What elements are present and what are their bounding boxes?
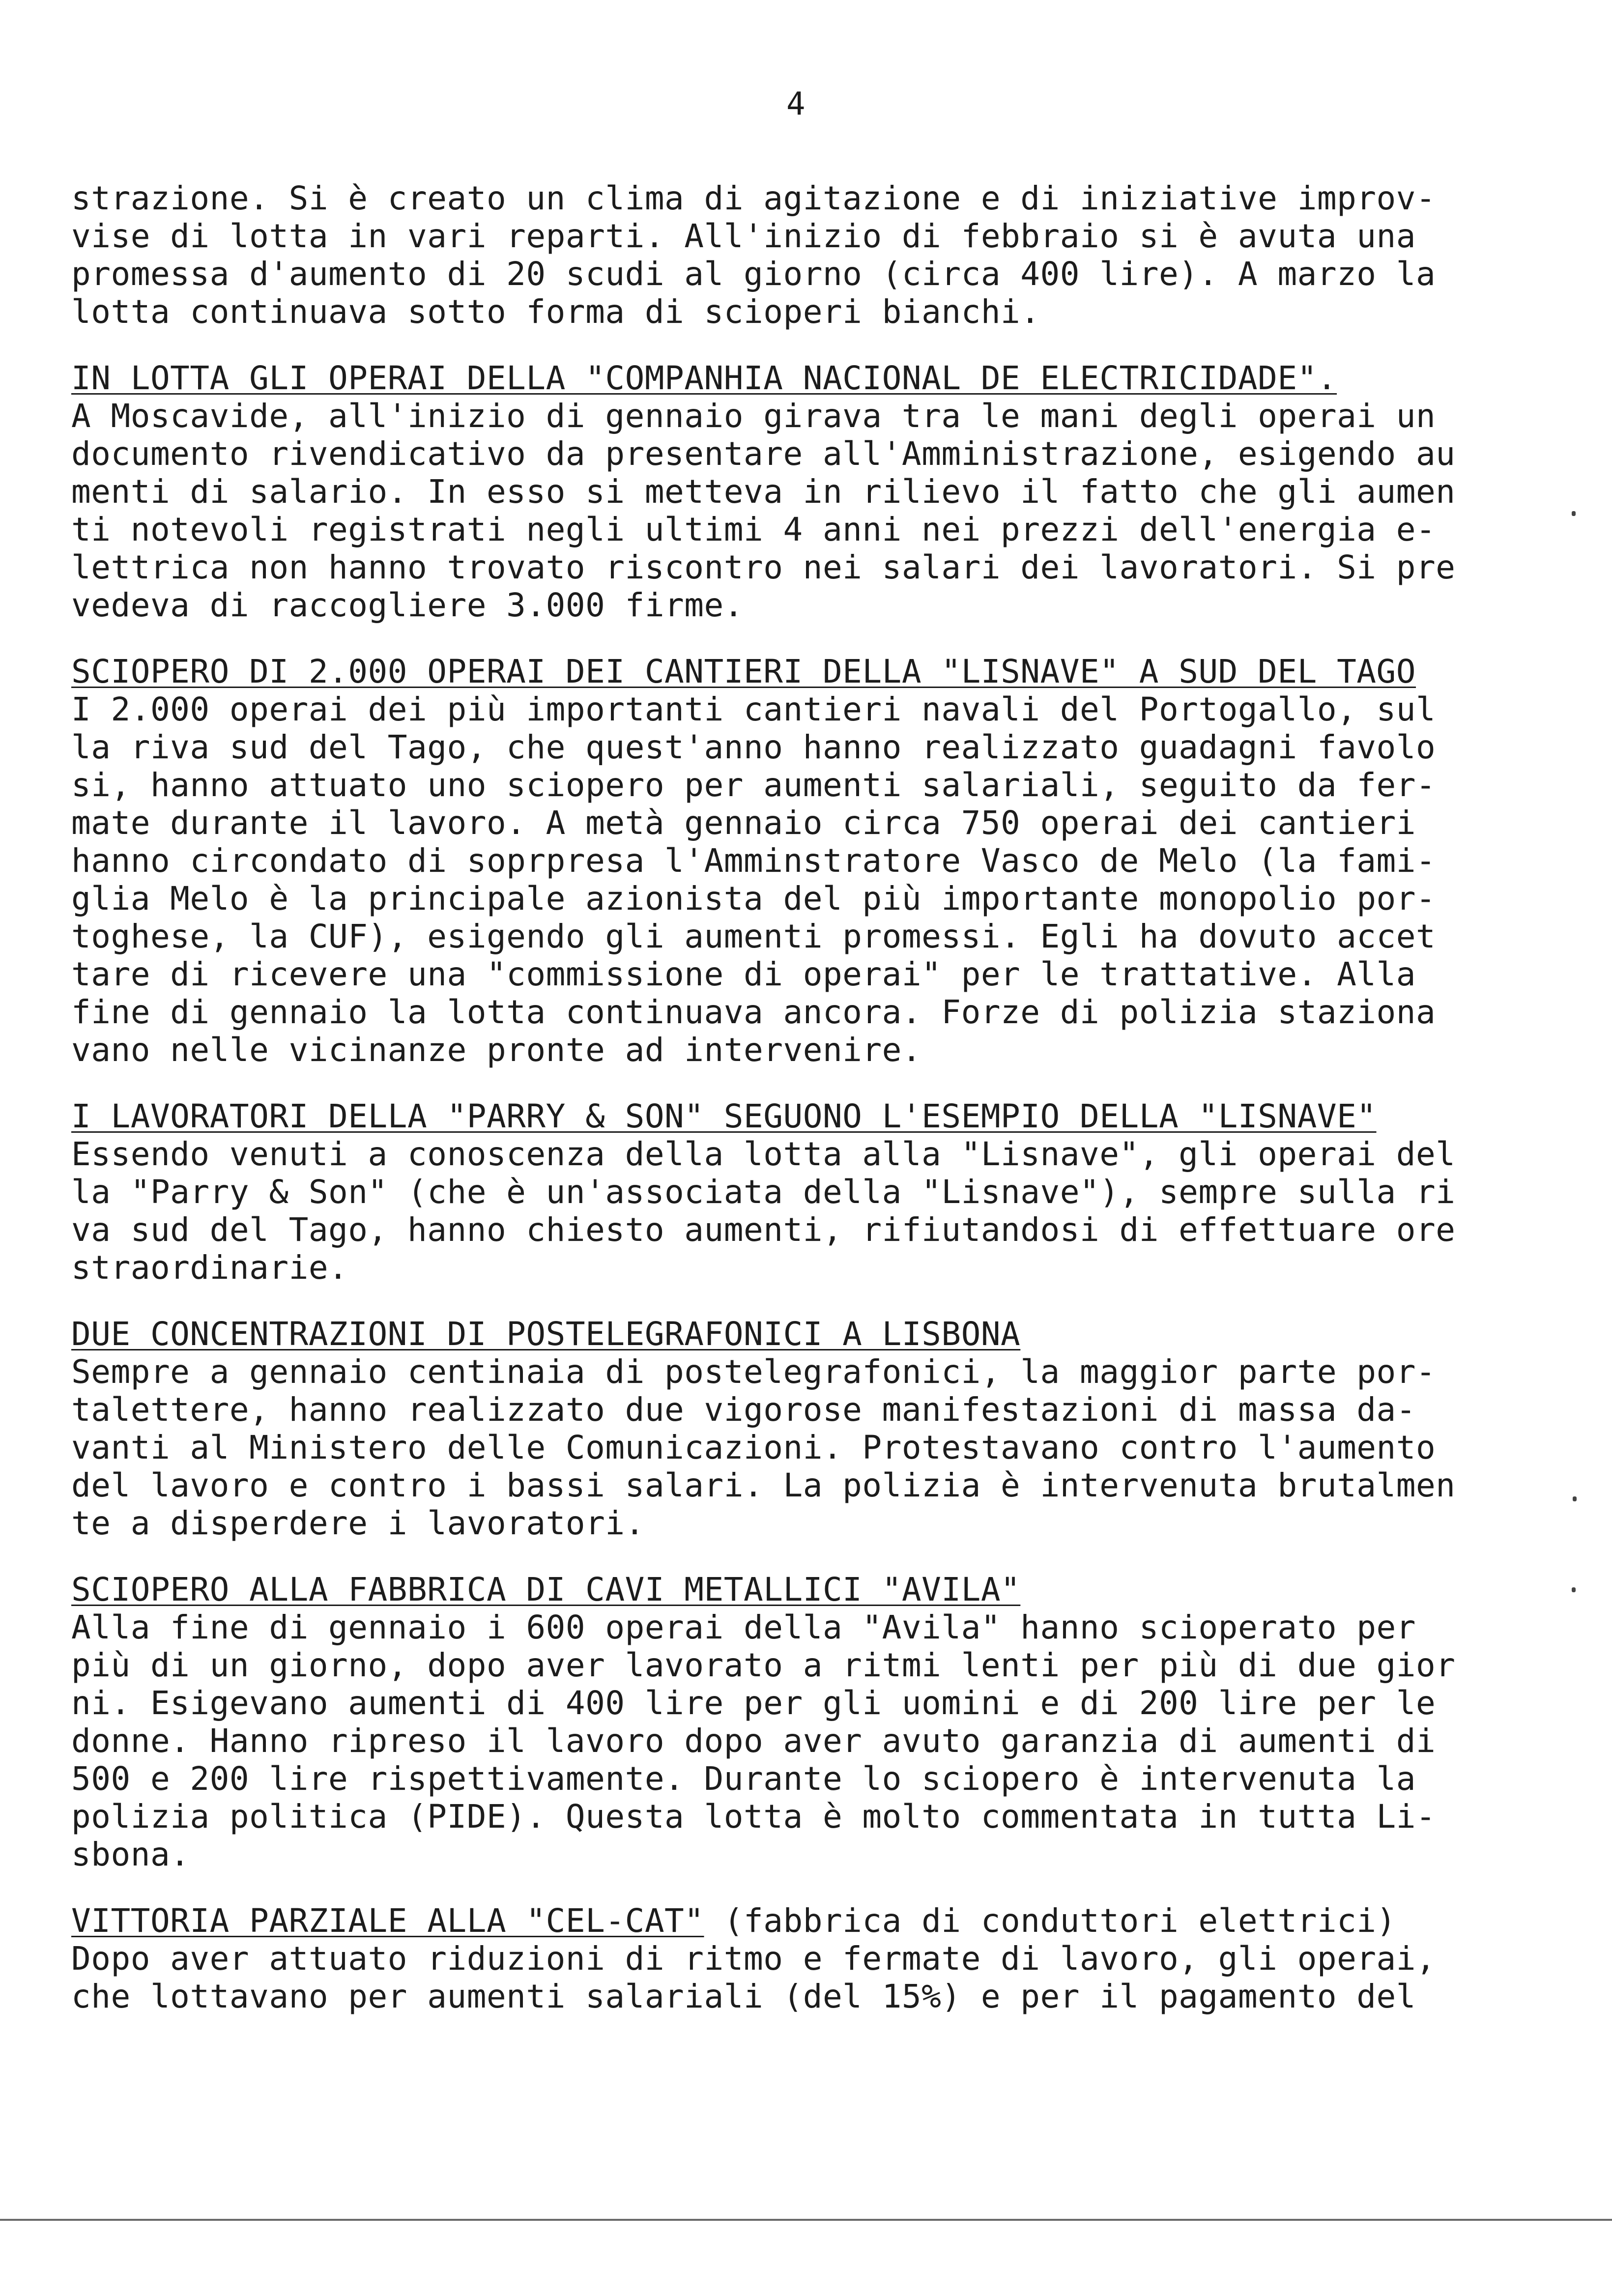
section-line: Dopo aver attuato riduzioni di ritmo e fermate di lavoro, gli operai, xyxy=(71,1940,1436,1978)
section-heading: IN LOTTA GLI OPERAI DELLA "COMPANHIA NACIONAL DE ELECTRICIDADE". xyxy=(71,359,1337,397)
section-heading-note: (fabbrica di conduttori elettrici) xyxy=(704,1902,1396,1940)
section-line: Sempre a gennaio centinaia di postelegrafonici, la maggior parte por- xyxy=(71,1353,1436,1391)
intro-paragraph xyxy=(71,179,1487,331)
section-line: ni. Esigevano aumenti di 400 lire per gli uomini e di 200 lire per le xyxy=(71,1684,1436,1722)
section-line: menti di salario. In esso si metteva in rilievo il fatto che gli aumen xyxy=(71,473,1456,511)
section-line: tare di ricevere una "commissione di operai" per le trattative. Alla xyxy=(71,955,1416,993)
section-line: mate durante il lavoro. A metà gennaio circa 750 operai dei cantieri xyxy=(71,804,1416,842)
section-line: si, hanno attuato uno sciopero per aumenti salariali, seguito da fer- xyxy=(71,766,1436,804)
section-line: più di un giorno, dopo aver lavorato a ritmi lenti per più di due gior xyxy=(71,1646,1456,1684)
section-line: glia Melo è la principale azionista del più importante monopolio por- xyxy=(71,880,1436,918)
section-line: donne. Hanno ripreso il lavoro dopo aver avuto garanzia di aumenti di xyxy=(71,1722,1436,1760)
section-line: toghese, la CUF), esigendo gli aumenti promessi. Egli ha dovuto accet xyxy=(71,918,1436,955)
document-body xyxy=(71,179,1487,2044)
section-cel-cat xyxy=(71,1902,1487,2015)
section-heading: SCIOPERO ALLA FABBRICA DI CAVI METALLICI "AVILA" xyxy=(71,1571,1021,1608)
intro-line: lotta continuava sotto forma di scioperi bianchi. xyxy=(71,293,1040,331)
section-line: che lottavano per aumenti salariali (del 15%) e per il pagamento del xyxy=(71,1978,1416,2015)
section-line: vano nelle vicinanze pronte ad intervenire. xyxy=(71,1031,922,1069)
section-line: vanti al Ministero delle Comunicazioni. Protestavano contro l'aumento xyxy=(71,1429,1436,1466)
section-heading: VITTORIA PARZIALE ALLA "CEL-CAT" xyxy=(71,1902,704,1940)
section-line: polizia politica (PIDE). Questa lotta è molto commentata in tutta Li- xyxy=(71,1798,1436,1836)
section-heading: SCIOPERO DI 2.000 OPERAI DEI CANTIERI DELLA "LISNAVE" A SUD DEL TAGO xyxy=(71,653,1416,690)
intro-line: vise di lotta in vari reparti. All'inizio di febbraio si è avuta una xyxy=(71,217,1416,255)
section-line: del lavoro e contro i bassi salari. La polizia è intervenuta brutalmen xyxy=(71,1466,1456,1504)
intro-line: strazione. Si è creato un clima di agitazione e di iniziative improv- xyxy=(71,179,1436,217)
section-heading-row xyxy=(71,1902,1487,1940)
section-heading: I LAVORATORI DELLA "PARRY & SON" SEGUONO L'ESEMPIO DELLA "LISNAVE" xyxy=(71,1097,1377,1135)
section-line: talettere, hanno realizzato due vigorose manifestazioni di massa da- xyxy=(71,1391,1416,1429)
section-line: la riva sud del Tago, che quest'anno hanno realizzato guadagni favolo xyxy=(71,728,1436,766)
section-postelegrafonici xyxy=(71,1315,1487,1542)
section-line: hanno circondato di soprpresa l'Amminstratore Vasco de Melo (la fami- xyxy=(71,842,1436,880)
section-line: Essendo venuti a conoscenza della lotta alla "Lisnave", gli operai del xyxy=(71,1135,1456,1173)
section-line: ti notevoli registrati negli ultimi 4 anni nei prezzi dell'energia e- xyxy=(71,511,1436,548)
section-line: 500 e 200 lire rispettivamente. Durante lo sciopero è intervenuta la xyxy=(71,1760,1416,1798)
section-line: vedeva di raccogliere 3.000 firme. xyxy=(71,586,744,624)
section-line: fine di gennaio la lotta continuava ancora. Forze di polizia staziona xyxy=(71,993,1436,1031)
section-line: la "Parry & Son" (che è un'associata della "Lisnave"), sempre sulla ri xyxy=(71,1173,1456,1211)
section-line: documento rivendicativo da presentare all'Amministrazione, esigendo au xyxy=(71,435,1456,473)
section-line: straordinarie. xyxy=(71,1249,348,1287)
section-line: Alla fine di gennaio i 600 operai della "Avila" hanno scioperato per xyxy=(71,1608,1416,1646)
intro-line: promessa d'aumento di 20 scudi al giorno (circa 400 lire). A marzo la xyxy=(71,255,1436,293)
page-bottom-rule xyxy=(0,2219,1612,2221)
section-line: sbona. xyxy=(71,1836,190,1873)
section-line: te a disperdere i lavoratori. xyxy=(71,1504,645,1542)
section-line: va sud del Tago, hanno chiesto aumenti, rifiutandosi di effettuare ore xyxy=(71,1211,1456,1249)
section-parry-son xyxy=(71,1097,1487,1287)
scan-speck xyxy=(1572,1587,1576,1592)
section-line: A Moscavide, all'inizio di gennaio girava tra le mani degli operai un xyxy=(71,397,1436,435)
section-line: I 2.000 operai dei più importanti cantieri navali del Portogallo, sul xyxy=(71,690,1436,728)
page-number: 4 xyxy=(786,86,806,122)
section-avila xyxy=(71,1571,1487,1873)
section-lisnave xyxy=(71,653,1487,1069)
scan-speck xyxy=(1573,1496,1577,1501)
section-heading: DUE CONCENTRAZIONI DI POSTELEGRAFONICI A LISBONA xyxy=(71,1315,1021,1353)
section-electricidade xyxy=(71,359,1487,624)
section-line: lettrica non hanno trovato riscontro nei salari dei lavoratori. Si pre xyxy=(71,548,1456,586)
scan-speck xyxy=(1572,511,1576,516)
